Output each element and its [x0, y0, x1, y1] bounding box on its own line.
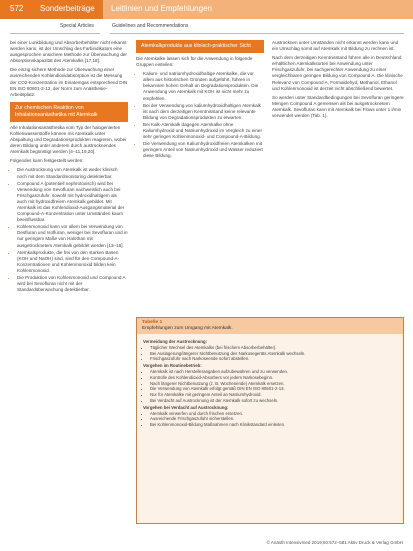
paragraph: Austrocknen unter Umständen nicht erkannt werden kann und ein Umschlag somit auf Atemkalk mit Bildung zu rechnen ist. — [272, 40, 399, 52]
section-box: Atemkalkprodukte aus klinisch-praktischer Sicht — [136, 40, 264, 53]
table-item: • Frischgaszufuhr nach Narkoseende sofort abstellen. — [150, 356, 397, 362]
paragraph: bei einer Lunkbildung und Absorberbehälter nicht erkannt werden kann, ist der Umschlag des Farbindikators eine ausgesprochen unsichere Methode zur Überwachung der Absorptionskapazität des Atemkalks [17,18]. — [10, 40, 127, 64]
paragraph: Alle Inhalationsanästhetika vom Typ der halogenierten Kohlenwasserstoffe können mit Atemkalk unter Abspaltung und Degradationsprodukten reagieren, wobei deren Bildung unter anderem durch austrocknendes Atemkalk begünstigt werden [4–11,19,20]. — [10, 124, 127, 155]
table-header — [137, 318, 403, 334]
header-title-bar — [103, 0, 413, 19]
table-list — [143, 369, 397, 404]
section-title: Sonderbeiträge — [40, 4, 95, 13]
paragraph: Nach dem derzeitigen Kenntnisstand führen alle in Deutschland erhältlichen Atemkalksorten bei Anwendung unter Frischgaszufuhr, bei sachgerechter Anwendung zu einer vergleichbaren geringen Bildung von Compound A. Die klinische Relevanz von Compound A, Formaldehyd, Methanol, Ethanol und Kohlenmonoxid ist derzeit nicht abschließend bewertet. — [272, 55, 403, 91]
list-item: • Kalium- und natriumhydroxidhaltige Atemkalke, die vor allem aus historischen Gründen aufgeführt, führen in bekannten hohen Gehalt an Degradationsprodukten. Die Anwendung von Atemkalk mit KOH ist nicht mehr zu empfehlen. — [143, 71, 264, 101]
column-3 — [272, 40, 404, 122]
table-item: • Bei Kohlenmonoxid-Bildung Maßnahmen nach Klinikstandard einleiten. — [150, 422, 397, 428]
rule-left — [10, 33, 100, 34]
table-title: Empfehlungen zum Umgang mit Atemkalk. — [142, 326, 233, 331]
table-item: • Kontrolle des Kohlendioxid-Absorbers vor jedem Narkosebeginn. — [150, 375, 397, 381]
list-item: • Kohlenmonoxid kann vor allem bei Verwendung von Desfluran und Isofluran, weniger bei Sevofluran und in nur geringem Maße von Halothan mit ausgetrocknetem Atemkalk gebildet werden [13–18]. — [17, 224, 128, 248]
table-item: • Bei Auslagerung/längerer Nichtbenutzung des Narkosegeräts Atemkalk wechseln. — [150, 351, 397, 357]
list-item: • Bei der Verwendung von kaliumhydroxidhaltigen Atemkalk ist nach dem derzeitigen Kenntnisstand keine relevante Bildung von Degradationsprodukten zu erwarten. — [143, 103, 264, 121]
list-item: • Die Produktion von Kohlenmonoxid und Compound A wird bei Sevofluran nicht mit der Standardüberwachung detektierbar. — [17, 275, 128, 293]
list-item: • Die Austrocknung von Atemkalk ist weder klinisch noch mit dem Standardmonitoring detektierbar. — [17, 167, 128, 179]
table-item: • Täglicher Wechsel des Atemkalks (bei frischem Absorberbehälter). — [150, 345, 397, 351]
rule-right — [110, 33, 404, 34]
paragraph: Die Atemkalke lassen sich für die Anwendung in folgende Gruppen einteilen: — [136, 56, 253, 68]
table-body — [137, 334, 403, 432]
paragraph: So werden unter Standardbedingungen bei Sevofluran geringere Mengen Compound A gemessen als bei ausgetrocknetem Atemkalk. Sevofluran kann mit Atemkalk bei Flows unter 1 l/min verwendet werden (Tab. 1). — [272, 94, 404, 119]
column-1 — [10, 40, 128, 296]
paragraph: Die einzig sichere Methode zur Überwachung einer ausreichenden Kohlendioxidabsorption ist die Messung der CO2-Konzentration im Einatemgas entsprechend DIN EN ISO 80601-2-13, der Norm zum Anästhesie-Arbeitsplatz. — [10, 67, 128, 97]
bullet-list — [10, 167, 128, 293]
bullet-list — [136, 71, 264, 159]
header-title: Leitlinien und Empfehlungen — [111, 4, 212, 13]
table-list — [143, 411, 397, 428]
table-item: • Nur für Atemkalke mit geringem Anteil an Natriumhydroxid. — [150, 392, 397, 398]
subheader-right: Guidelines and Recommendations — [112, 23, 189, 29]
column-2 — [136, 40, 264, 163]
list-item: • Die Verwendung von Kaliumhydroxidfreien Atemkalken mit geringem Anteil von Natriumhydroxid und Wasser reduziert diese Bildung. — [143, 141, 264, 159]
table-label: Tabelle 1 — [142, 320, 163, 325]
table-section-heading: Vermeidung der Austrocknung: — [143, 339, 208, 344]
table-item: • Ausreichende Frischgaszufuhr sicherstellen. — [150, 416, 397, 422]
table-item: • Bei Verdacht auf Austrocknung ist der Atemkalk sofort zu wechseln. — [150, 398, 397, 404]
table-1-box — [136, 317, 404, 524]
table-section-heading: Vorgehen bei Verdacht auf Austrocknung: — [143, 404, 229, 410]
footer-citation: © Anästh Intensivmed 2019;60:572–581 Aktiv Druck & Verlag GmbH — [266, 540, 403, 545]
section-box: Zur chemischen Reaktion von Inhalationsanästhetika mit Atemkalk — [10, 102, 128, 122]
table-item: • Nach längerer Nichtbenutzung (z. B. Wochenende) Atemkalk ersetzen. — [150, 381, 397, 387]
paragraph: Folgendes kann festgestellt werden: — [10, 158, 84, 164]
list-item: • Bei Kalk-Atemkalk dagegen Atemkalke ohne Kaliumhydroxid und Natriumhydroxid im Vergleich zu einer sehr geringen Kohlenmonoxid- und Compound-A-Bildung. — [143, 122, 264, 140]
page-number: 572 — [10, 4, 24, 13]
table-item: • Atemkalk ist nach Herstellerangaben aufzubewahren und zu verwenden. — [150, 369, 397, 375]
header-section-bar — [0, 0, 103, 19]
list-item: • Atemkalkprodukte, die frei von den starken Basen (KOH und NaOH) sind, sind für den Compound-A-Konzentrationen und Kohlenmonoxid bilden kein Kohlenmonoxid. — [17, 250, 128, 274]
table-list — [143, 345, 397, 362]
table-item: • Atemkalk verwerfen und durch frischen ersetzen. — [150, 411, 397, 417]
table-item: • Die Verwendung von Atemkalk erfolgt gemäß DIN EN ISO 80601-2-13. — [150, 386, 397, 392]
list-item: • Compound A (potentiell nephrotoxisch) wird bei Verwendung von Sevofluran nachweislich auch bei Frischgaszufuhr, sowohl mit hydroxidhaltigem als auch mit hydroxidfreiem Atemkalk gebildet. Mit Atemkalk ist das Kohlendioxid-Ausgangsmaterial der Compound-A-Konzentration unter Umständen kaum beeinflussbar. — [17, 181, 128, 224]
subheader-left: Special Articles — [60, 23, 94, 29]
table-section-heading: Vorgehen im Routinebetrieb: — [143, 363, 202, 369]
